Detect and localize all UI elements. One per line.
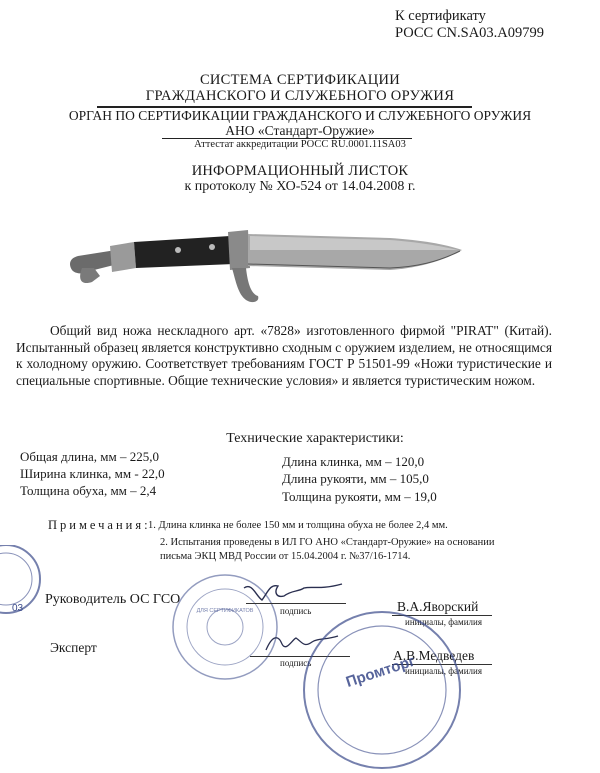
expert-role: Эксперт [50, 640, 97, 655]
promtorg-stamp-text: Промторг [343, 652, 418, 691]
head-signature-label: подпись [280, 606, 312, 616]
accreditation-line: Аттестат аккредитации РОСС RU.0001.11SA03 [194, 139, 406, 150]
system-title-line2: ГРАЖДАНСКОГО И СЛУЖЕБНОГО ОРУЖИЯ [145, 88, 455, 104]
partial-stamp-code: 03 [12, 603, 24, 614]
specs-title: Технические характеристики: [226, 431, 404, 446]
protocol-reference: к протоколу № ХО-524 от 14.04.2008 г. [184, 179, 416, 194]
note-2-line1: 2. Испытания проведены в ИЛ ГО АНО «Стандарт-Оружие» на основании [160, 537, 495, 548]
expert-name: А.В.Медведев [393, 648, 475, 663]
spec-blade-width: Ширина клинка, мм - 22,0 [20, 466, 165, 481]
promtorg-stamp [300, 608, 465, 773]
spec-handle-length: Длина рукояти, мм – 105,0 [282, 471, 429, 486]
organ-name: АНО «Стандарт-Оружие» [225, 123, 375, 138]
organ-title: ОРГАН ПО СЕРТИФИКАЦИИ ГРАЖДАНСКОГО И СЛУЖЕБНОГО ОРУЖИЯ [68, 108, 532, 123]
spec-spine-thickness: Толщина обуха, мм – 2,4 [20, 483, 157, 498]
expert-signature-label: подпись [280, 658, 312, 668]
certificate-ref-number: РОСС CN.SA03.A09799 [395, 25, 545, 41]
partial-stamp [0, 545, 50, 625]
head-name: В.А.Яворский [397, 599, 479, 614]
expert-initials-label: инициалы, фамилия [405, 666, 482, 676]
note-1: 1. Длина клинка не более 150 мм и толщина обуха не более 2,4 мм. [148, 520, 448, 531]
spec-total-length: Общая длина, мм – 225,0 [20, 449, 160, 464]
note-2-line2: письма ЭКЦ МВД России от 15.04.2004 г. №37/16-1714. [160, 551, 411, 562]
head-signature-line [246, 603, 346, 604]
notes-label: Примечания: [48, 518, 151, 532]
product-description: Общий вид ножа нескладного арт. «7828» изготовленного фирмой "PIRAT" (Китай). Испытанный образец является конструктивно сходным с оружием изделием, не относящимся к холодному оружию. Соответствует требованиям ГОСТ Р 51501-99 «Ножи туристические и специальные спортивные. Общие технические условия» и является туристическим ножом. [16, 323, 552, 388]
spec-handle-thickness: Толщина рукояти, мм – 19,0 [282, 489, 437, 504]
info-sheet-title: ИНФОРМАЦИОННЫЙ ЛИСТОК [191, 163, 409, 179]
certificate-ref-line1: К сертификату [395, 8, 486, 24]
spec-blade-length: Длина клинка, мм – 120,0 [282, 454, 425, 469]
system-title-line1: СИСТЕМА СЕРТИФИКАЦИИ [199, 72, 401, 88]
knife-image [60, 220, 470, 315]
round-stamp-center-text: ДЛЯ СЕРТИФИКАТОВ [196, 608, 254, 614]
head-role: Руководитель ОС ГСО [45, 592, 181, 607]
head-initials-label: инициалы, фамилия [405, 617, 482, 627]
certificate-reference [395, 8, 544, 42]
